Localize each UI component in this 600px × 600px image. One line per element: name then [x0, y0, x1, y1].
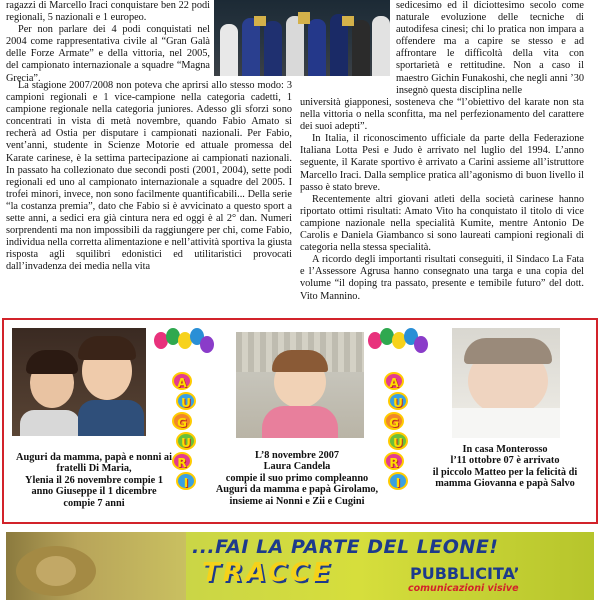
- greetings-box: [2, 318, 598, 524]
- auguri-letter: I: [176, 472, 196, 490]
- caption-line: il piccolo Matteo per la felicità di mamma Giovanna e papà Salvo: [432, 466, 578, 490]
- article-paragraph: La stagione 2007/2008 non poteva che aprirsi allo stesso modo: 3 campioni regionali e 1 vice-campione nella categoria cadetti, 1 campione regionale nella categoria juniores. Adesso gli sforzi sono concentrati in vista di metà novembre, quando Fabio Amato si recherà ad Ostia per disputare i campionati nazionali. Per Fabio, vent’anni, studente in Scienze Motorie ed attuale promessa del Karate carinese, è la settima partecipazione ai campionati nazionali. In passato ha collezionato due secondi posti (2001, 2004), sette podi regionali ed uno al campionato internazionale a squadre del 2005. I trofei minori, invece, non sono facilmente quantificabili... Della serie “la costanza premia”, dato che Fabio si è avvicinato a questo sport a sette anni, a sedici era già cintura nera ed oggi è al 2° dan. Numeri sorprendenti ma non impossibili da raggiungere per chi, come Fabio, individua nella corretta alimentazione e nell’attività sportiva la giusta risposta agli squilibri edonistici ed utilitaristici provocati dall’invadenza dei media nella vita: [6, 80, 292, 273]
- auguri-letter: G: [172, 412, 192, 430]
- advertisement-banner: [6, 532, 594, 600]
- greeting-caption: [204, 450, 390, 507]
- baby-girl-photo: [236, 332, 364, 438]
- article-paragraph: A ricordo degli importanti risultati conseguiti, il Sindaco La Fata e l’Assessore Agrusa hanno consegnato una targa e una copia del volume “il doping tra passato, presente e temibile futuro” del dott. Vito Mannino.: [300, 254, 584, 302]
- greeting-caption: [422, 444, 588, 490]
- article-paragraph: In Italia, il riconoscimento ufficiale da parte della Federazione Italiana Lotta Pesi e Judo è arrivato nel luglio del 1994. L’anno seguente, il Karate sportivo è arrivato a Carini assieme all’istruttore Marcello Iraci. Dalla semplice pratica all’agonismo di buon livello il passo è stato breve.: [300, 133, 584, 193]
- auguri-letter: I: [388, 472, 408, 490]
- ad-kind-label: PUBBLICITA’: [410, 564, 520, 583]
- greeting-caption: [16, 452, 172, 509]
- article-paragraph: sedicesimo ed il diciottesimo secolo come naturale evoluzione delle tecniche di autodifesa cinesi; chi lo pratica non impara a offendere ma a capire se stesso e ad affrontare le difficoltà della vita con sportarietà e rettitudine. Non a caso il maestro Gichin Funakoshi, che negli anni ’30 insegnò questa disciplina nelle: [396, 0, 584, 96]
- lion-image: [6, 532, 186, 600]
- newborn-photo: [452, 328, 560, 438]
- auguri-letter: R: [172, 452, 192, 470]
- caption-line: l’11 ottobre 07 è arrivato: [450, 455, 560, 467]
- article-paragraph: università giapponesi, sosteneva che “l’obiettivo del karate non sta nella vittoria o nella sconfitta, ma nel perfezionamento del carattere dei suoi adepti”.: [300, 97, 584, 133]
- ad-brand-logo: TRACCE: [202, 558, 334, 588]
- auguri-letter: G: [384, 412, 404, 430]
- caption-line: Ylenia il 26 novembre compie 1 anno Giuseppe il 1 dicembre compie 7 anni: [25, 474, 163, 509]
- article-column-right: [300, 97, 584, 303]
- ad-slogan: ...FAI LA PARTE DEL LEONE!: [192, 536, 499, 558]
- caption-line: L’8 novembre 2007: [254, 450, 340, 461]
- article-column-left: [6, 80, 292, 274]
- article-column-left-top: [6, 0, 210, 85]
- auguri-letter: U: [388, 432, 408, 450]
- auguri-letter: U: [388, 392, 408, 410]
- auguri-letter: A: [172, 372, 192, 390]
- caption-line: Auguri da mamma, papà e nonni ai fratelli Di Maria,: [16, 452, 172, 475]
- karate-team-photo: [214, 0, 390, 76]
- caption-line: Laura Candela: [263, 461, 331, 473]
- ad-subtitle: comunicazioni visive: [408, 583, 519, 594]
- children-photo: [12, 328, 146, 436]
- article-paragraph: Per non parlare dei 4 podi conquistati nel 2004 come rappresentativa civile al “Gran Galà delle Forze Armate” e della vittoria, nel 2005, del campionato internazionale a squadre “Magna Grecia”.: [6, 24, 210, 84]
- article-paragraph: ragazzi di Marcello Iraci conquistare ben 22 podi regionali, 5 nazionali e 1 europeo.: [6, 0, 210, 24]
- article-paragraph: Recentemente altri giovani atleti della società carinese hanno riportato ottimi risultati: Amato Vito ha conquistato il titolo di vice campione nazionale nella specialità Kumite, mentre Antonio De Carolis e Daniela Giambanco si sono laureati campioni regionali di categoria nella stessa specialità.: [300, 193, 584, 254]
- caption-line: compie il suo primo compleanno: [225, 472, 369, 484]
- article-column-right-top: [396, 0, 584, 97]
- caption-line: In casa Monterosso: [462, 444, 548, 455]
- auguri-letter: R: [384, 452, 404, 470]
- caption-line: Auguri da mamma e papà Girolamo, insieme ai Nonni e Zii e Cugini: [215, 484, 379, 507]
- auguri-letter: U: [176, 432, 196, 450]
- auguri-letter: A: [384, 372, 404, 390]
- auguri-letter: U: [176, 392, 196, 410]
